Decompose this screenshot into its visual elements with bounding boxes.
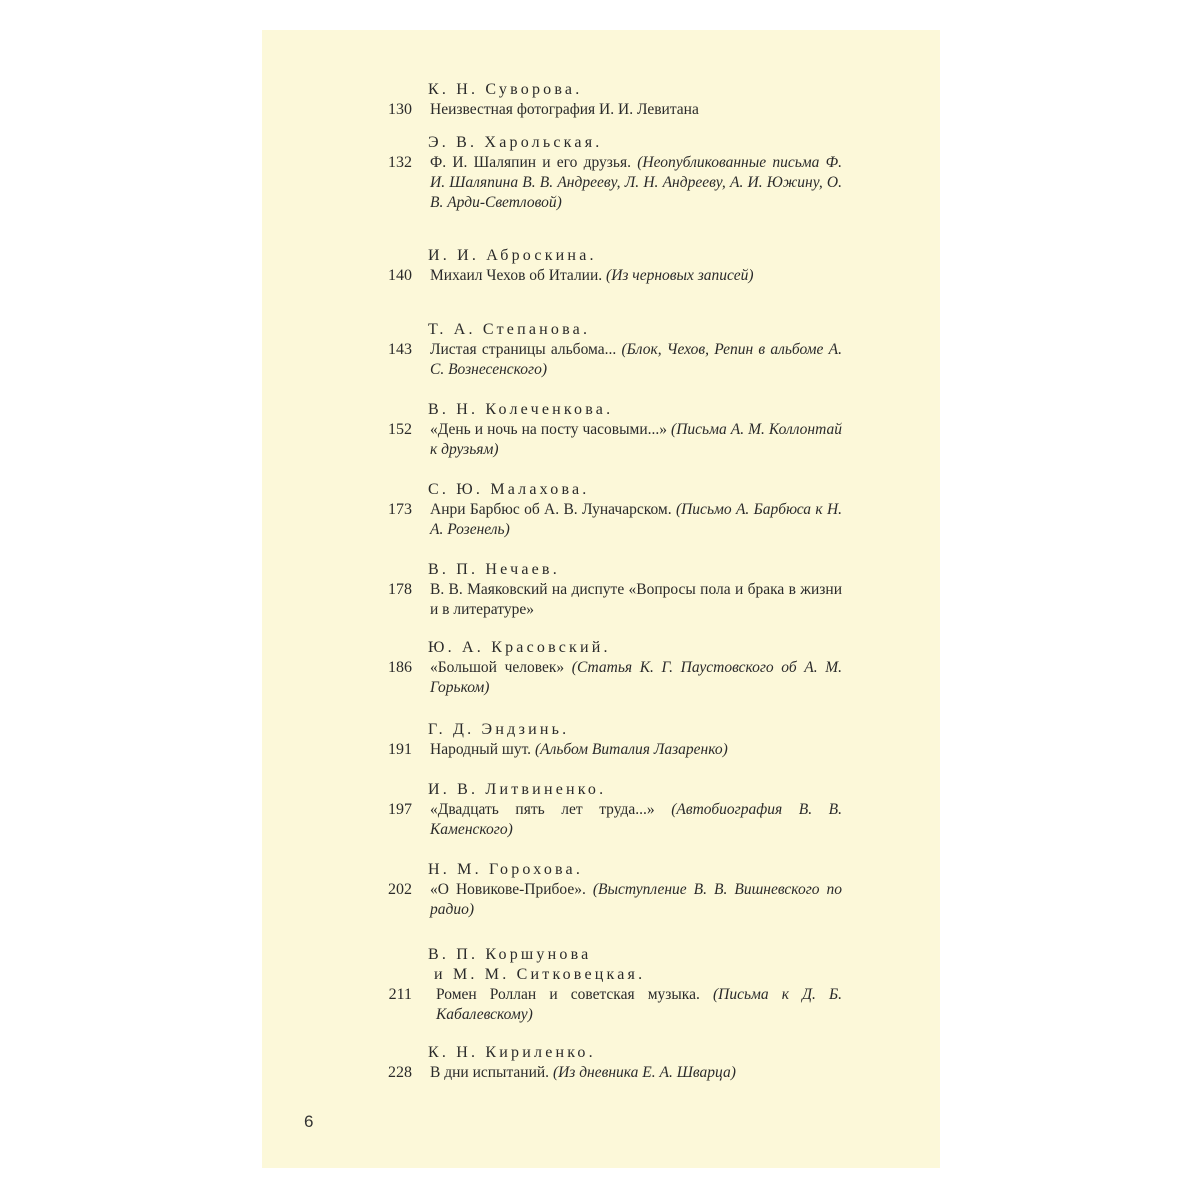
- page-folio-number: 6: [304, 1112, 314, 1131]
- entry-title: [430, 153, 842, 213]
- entry-page-number: 191: [388, 741, 412, 758]
- entry-note: (Из черновых записей): [606, 267, 754, 284]
- entry-note: (Письма к Д. Б. Кабалевскому): [436, 986, 842, 1023]
- entry-note: (Блок, Чехов, Репин в альбоме А. С. Вознесенского): [430, 341, 842, 378]
- entry-title: [436, 985, 842, 1025]
- entry-page-number: 140: [388, 267, 412, 284]
- entry-title: [430, 880, 842, 920]
- entry-author: В. П. Нечаев.: [428, 561, 560, 578]
- entry-title: [430, 658, 842, 698]
- entry-title-text: Ф. И. Шаляпин и его друзья.: [430, 154, 632, 171]
- entry-title: [430, 100, 842, 120]
- entry-note: (Статья К. Г. Паустовского об А. М. Горьком): [430, 659, 843, 696]
- entry-page-number: 228: [388, 1064, 412, 1081]
- entry-page-number: 202: [388, 881, 412, 898]
- entry-author: В. Н. Колеченкова.: [428, 401, 614, 418]
- entry-title-text: Неизвестная фотография И. И. Левитана: [430, 101, 699, 118]
- entry-title: [430, 420, 842, 460]
- entry-author: Т. А. Степанова.: [428, 321, 591, 338]
- entry-title: [430, 740, 842, 760]
- entry-title-text: Листая страницы альбома...: [430, 341, 617, 358]
- entry-title: [430, 1063, 842, 1083]
- entry-page-number: 197: [388, 801, 412, 818]
- entry-author: Э. В. Харольская.: [428, 134, 603, 151]
- entry-title-text: В. В. Маяковский на диспуте «Вопросы пола и брака в жизни и в литературе»: [430, 581, 842, 618]
- entry-page-number: 132: [388, 154, 412, 171]
- entry-title-text: «Большой человек»: [430, 659, 565, 676]
- entry-note: (Из дневника Е. А. Шварца): [552, 1064, 736, 1081]
- entry-page-number: 178: [388, 581, 412, 598]
- entry-note: (Письма А. М. Коллонтай к друзьям): [430, 421, 843, 458]
- entry-page-number: 143: [388, 341, 412, 358]
- entry-title-text: «О Новикове-Прибое».: [430, 881, 586, 898]
- entry-author: В. П. Коршунова: [428, 946, 592, 963]
- entry-page-number: 186: [388, 659, 412, 676]
- entry-author: К. Н. Суворова.: [428, 81, 583, 98]
- entry-author: И. В. Литвиненко.: [428, 781, 607, 798]
- entry-author: Ю. А. Красовский.: [428, 639, 611, 656]
- entry-title-text: Ромен Роллан и советская музыка.: [436, 986, 700, 1003]
- entry-title-text: «Двадцать пять лет труда...»: [430, 801, 655, 818]
- entry-title: [430, 580, 842, 620]
- entry-note: (Альбом Виталия Лазаренко): [534, 741, 728, 758]
- entry-author: Н. М. Горохова.: [428, 861, 584, 878]
- entry-coauthor: и М. М. Ситковецкая.: [434, 966, 646, 983]
- entry-title-text: Народный шут.: [430, 741, 532, 758]
- entry-title: [430, 500, 842, 540]
- entry-title-text: «День и ночь на посту часовыми...»: [430, 421, 667, 438]
- entry-title: [430, 800, 842, 840]
- entry-title: [430, 266, 842, 286]
- entry-page-number: 152: [388, 421, 412, 438]
- entry-author: С. Ю. Малахова.: [428, 481, 590, 498]
- entry-title-text: В дни испытаний.: [430, 1064, 550, 1081]
- entry-author: К. Н. Кириленко.: [428, 1044, 596, 1061]
- entry-note: (Неопубликованные письма Ф. И. Шаляпина В. В. Андрееву, Л. Н. Андрееву, А. И. Южину, О. В. Арди-Светловой): [430, 154, 842, 211]
- entry-note: (Автобиография В. В. Каменского): [430, 801, 843, 838]
- entry-note: (Письмо А. Барбюса к Н. А. Розенель): [430, 501, 843, 538]
- entry-note: (Выступление В. В. Вишневского по радио): [430, 881, 842, 918]
- entry-author: Г. Д. Эндзинь.: [428, 721, 570, 738]
- entry-title-text: Анри Барбюс об А. В. Луначарском.: [430, 501, 672, 518]
- entry-title-text: Михаил Чехов об Италии.: [430, 267, 603, 284]
- entry-page-number: 130: [388, 101, 412, 118]
- book-page: [262, 30, 940, 1168]
- entry-author: И. И. Аброскина.: [428, 247, 597, 264]
- entry-title: [430, 340, 842, 380]
- entry-page-number: 211: [388, 986, 412, 1003]
- entry-page-number: 173: [388, 501, 412, 518]
